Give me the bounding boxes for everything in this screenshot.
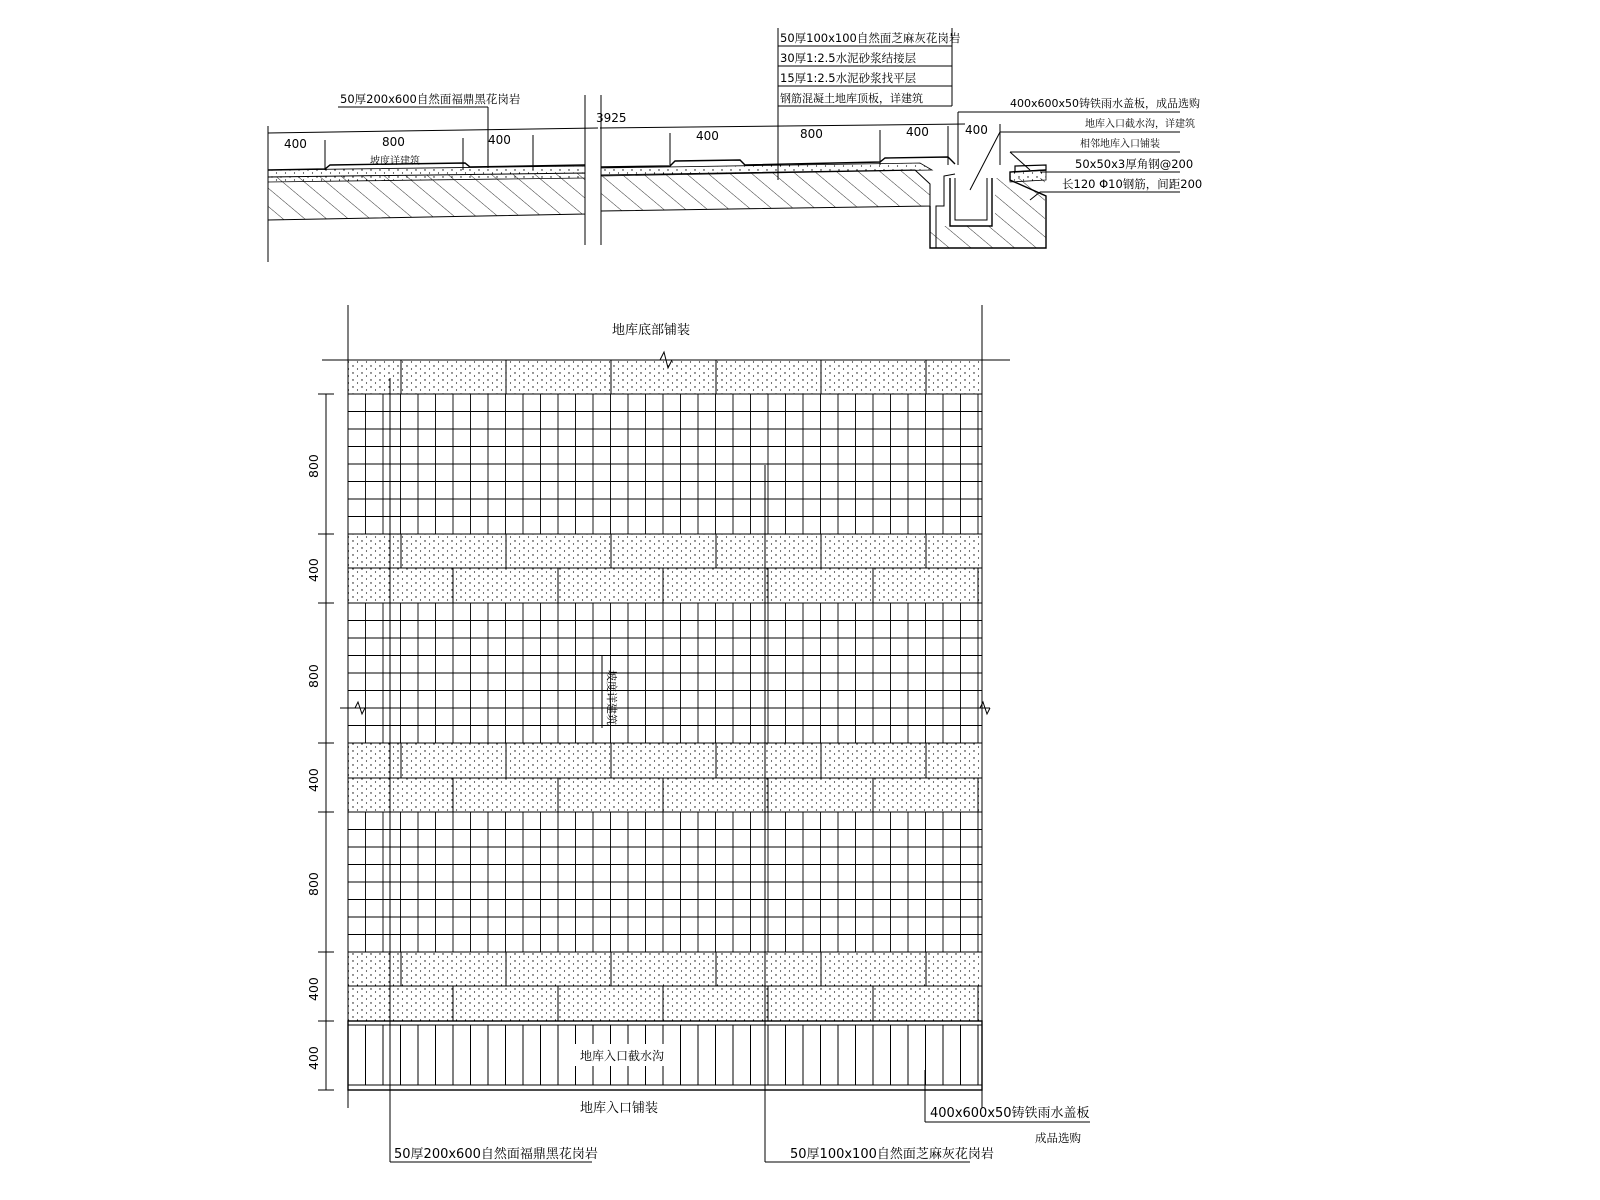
plan-center-label: 坡度详建筑 — [605, 670, 618, 725]
section-dim-6: 400 — [906, 125, 929, 139]
section-dim-3: 400 — [488, 133, 511, 147]
plan-dim-6: 400 — [306, 977, 321, 1001]
section-dim-1: 400 — [284, 137, 307, 151]
plan-dim-4: 400 — [306, 768, 321, 792]
callout-grey-granite: 50厚100x100自然面芝麻灰花岗岩 — [790, 1147, 994, 1162]
section-dim-5: 800 — [800, 127, 823, 141]
plan-bottom-label: 地库入口铺装 — [580, 1101, 659, 1116]
note-rebar: 长120 Φ10钢筋，间距200 — [1062, 177, 1203, 191]
section-dim-4: 400 — [696, 129, 719, 143]
layer-label-3: 15厚1:2.5水泥砂浆找平层 — [780, 71, 917, 85]
layer-label-4: 钢筋混凝土地库顶板，详建筑 — [780, 92, 923, 105]
callout-black-granite: 50厚200x600自然面福鼎黑花岗岩 — [394, 1147, 598, 1162]
note-adjacent-paving: 相邻地库入口铺装 — [1080, 139, 1160, 150]
section-trench — [930, 165, 1046, 248]
section-view — [268, 28, 1202, 262]
plan-top-label: 地库底部铺装 — [612, 323, 691, 338]
section-dim-7: 400 — [965, 123, 988, 137]
note-trench: 地库入口截水沟，详建筑 — [1085, 119, 1195, 130]
note-angle-steel: 50x50x3厚角钢@200 — [1075, 157, 1194, 171]
section-slab — [268, 154, 955, 220]
section-right-notes — [958, 96, 1202, 200]
callout-drain-cover-note: 成品选购 — [1035, 1131, 1081, 1145]
layer-label-2: 30厚1:2.5水泥砂浆结接层 — [780, 51, 917, 65]
small-tile-grids — [348, 394, 982, 952]
plan-view — [306, 305, 1090, 1162]
plan-dim-2: 400 — [306, 558, 321, 582]
plan-dim-5: 800 — [306, 872, 321, 896]
callout-drain-cover: 400x600x50铸铁雨水盖板 — [930, 1106, 1090, 1121]
plan-dimensions — [306, 394, 334, 1090]
section-slope-label: 坡度详建筑 — [370, 156, 420, 167]
section-dim-2: 800 — [382, 135, 405, 149]
note-drain-cover: 400x600x50铸铁雨水盖板，成品选购 — [1010, 97, 1201, 110]
plan-trench-label: 地库入口截水沟 — [580, 1049, 665, 1063]
plan-dim-1: 800 — [306, 454, 321, 478]
plan-dim-3: 800 — [306, 664, 321, 688]
section-material-label: 50厚200x600自然面福鼎黑花岗岩 — [340, 92, 521, 106]
plan-dim-7: 400 — [306, 1046, 321, 1070]
drain-grating — [348, 1021, 982, 1090]
section-total-dim: 3925 — [596, 111, 627, 125]
layer-label-1: 50厚100x100自然面芝麻灰花岗岩 — [780, 31, 961, 45]
